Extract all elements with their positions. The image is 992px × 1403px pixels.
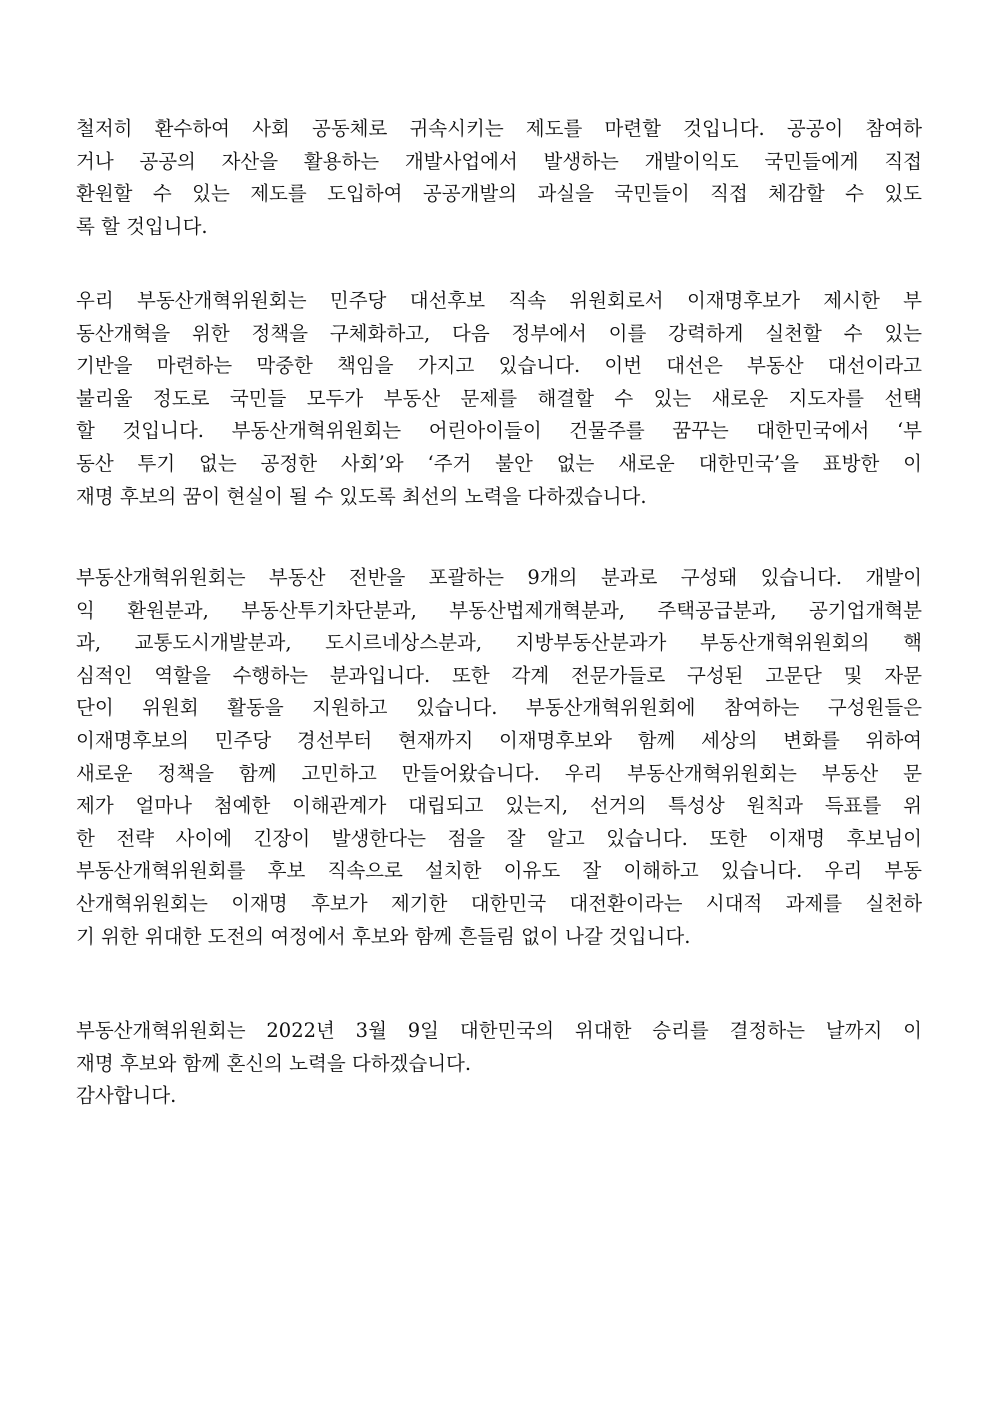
paragraph-line: 부동산개혁위원회를 후보 직속으로 설치한 이유도 잘 이해하고 있습니다. 우리 부동 xyxy=(76,859,922,883)
paragraph-line: 부동산개혁위원회는 부동산 전반을 포괄하는 9개의 분과로 구성돼 있습니다. 개발이 xyxy=(76,566,922,589)
paragraph-line: 불리울 정도로 국민들 모두가 부동산 문제를 해결할 수 있는 새로운 지도자를 선택 xyxy=(76,386,922,410)
paragraph-line: 환원할 수 있는 제도를 도입하여 공공개발의 과실을 국민들이 직접 체감할 수 있도 xyxy=(76,182,922,206)
paragraph-line: 한 전략 사이에 긴장이 발생한다는 점을 잘 알고 있습니다. 또한 이재명 후보님이 xyxy=(76,826,922,850)
paragraph-line: 제가 얼마나 첨예한 이해관계가 대립되고 있는지, 선거의 특성상 원칙과 득표를 위 xyxy=(76,794,922,818)
paragraph-line: 기 위한 위대한 도전의 여정에서 후보와 함께 흔들림 없이 나갈 것입니다. xyxy=(76,924,691,948)
paragraph-line: 재명 후보와 함께 혼신의 노력을 다하겠습니다. xyxy=(76,1051,472,1075)
paragraph-line: 기반을 마련하는 막중한 책임을 가지고 있습니다. 이번 대선은 부동산 대선이라고 xyxy=(76,354,922,378)
paragraph-line: 동산 투기 없는 공정한 사회’와 ‘주거 불안 없는 새로운 대한민국’을 표방한 이 xyxy=(76,451,922,475)
paragraph-line: 재명 후보의 꿈이 현실이 될 수 있도록 최선의 노력을 다하겠습니다. xyxy=(76,484,647,508)
paragraph-line: 새로운 정책을 함께 고민하고 만들어왔습니다. 우리 부동산개혁위원회는 부동산 문 xyxy=(76,761,922,785)
paragraph-line: 이재명후보의 민주당 경선부터 현재까지 이재명후보와 함께 세상의 변화를 위하여 xyxy=(76,728,922,752)
paragraph-public-development-profit xyxy=(76,113,922,243)
paragraph-line: 부동산개혁위원회는 2022년 3월 9일 대한민국의 위대한 승리를 결정하는 날까지 이 xyxy=(76,1019,922,1042)
paragraph-line: 우리 부동산개혁위원회는 민주당 대선후보 직속 위원회로서 이재명후보가 제시한 부 xyxy=(76,289,922,312)
paragraph-line: 동산개혁을 위한 정책을 구체화하고, 다음 정부에서 이를 강력하게 실천할 수 있는 xyxy=(76,321,922,345)
paragraph-committee-structure xyxy=(76,562,922,953)
closing-thanks: 감사합니다. xyxy=(76,1084,177,1108)
paragraph-line: 록 할 것입니다. xyxy=(76,214,208,238)
paragraph-committee-responsibility xyxy=(76,285,922,513)
paragraph-line: 산개혁위원회는 이재명 후보가 제기한 대한민국 대전환이라는 시대적 과제를 실천하 xyxy=(76,891,922,915)
paragraph-line: 철저히 환수하여 사회 공동체로 귀속시키는 제도를 마련할 것입니다. 공공이 참여하 xyxy=(76,117,922,140)
paragraph-line: 심적인 역할을 수행하는 분과입니다. 또한 각계 전문가들로 구성된 고문단 및 자문 xyxy=(76,663,922,687)
paragraph-line: 익 환원분과, 부동산투기차단분과, 부동산법제개혁분과, 주택공급분과, 공기업개혁분 xyxy=(76,598,922,622)
paragraph-line: 거나 공공의 자산을 활용하는 개발사업에서 발생하는 개발이익도 국민들에게 직접 xyxy=(76,149,922,173)
paragraph-closing xyxy=(76,1015,922,1113)
paragraph-line: 할 것입니다. 부동산개혁위원회는 어린아이들이 건물주를 꿈꾸는 대한민국에서 ‘부 xyxy=(76,419,922,443)
paragraph-line: 과, 교통도시개발분과, 도시르네상스분과, 지방부동산분과가 부동산개혁위원회의 핵 xyxy=(76,631,922,655)
paragraph-line: 단이 위원회 활동을 지원하고 있습니다. 부동산개혁위원회에 참여하는 구성원들은 xyxy=(76,696,922,720)
